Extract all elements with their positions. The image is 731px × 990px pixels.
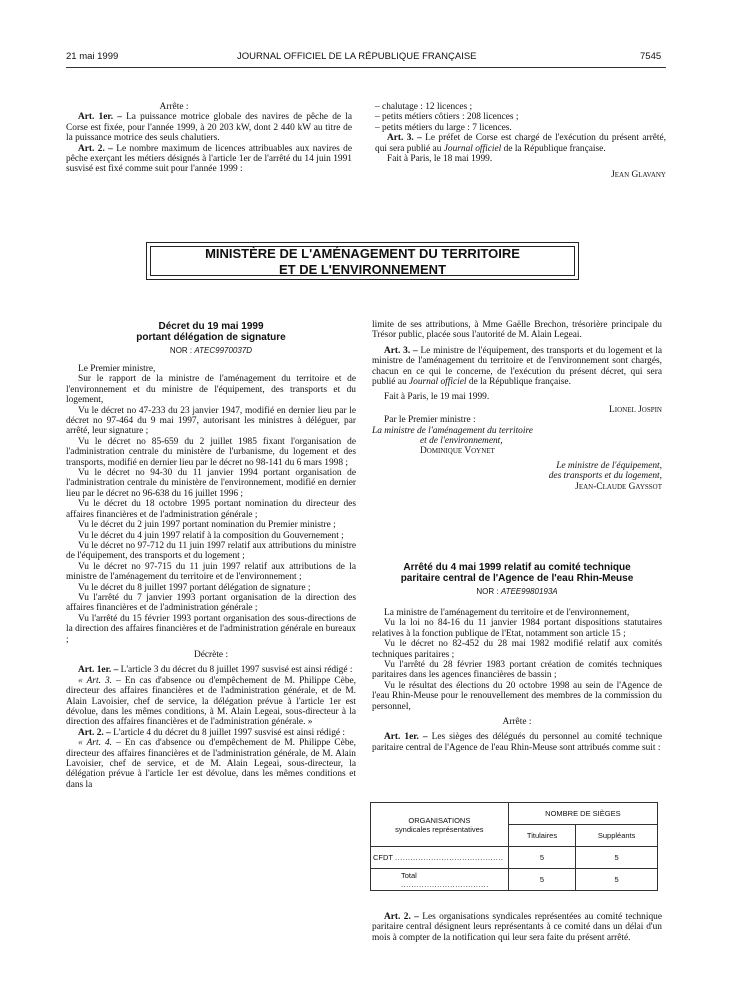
decret-column <box>66 321 356 790</box>
minister-1-title-2: et de l'environnement, <box>420 436 503 447</box>
arrete-art2: Art. 2. – Les organisations syndicales représentées au comité technique paritaire central désignent leurs représentants à ce comité dans un délai d'un mois à compter de la notification qui leur sera faite du présent arrêté. <box>372 912 662 943</box>
ministry-line-2: ET DE L'ENVIRONNEMENT <box>278 262 447 277</box>
decret-art1-quote: « Art. 3. – En cas d'absence ou d'empêchement de M. Philippe Cèbe, directeur des affaires financières et de l'administration générale, et de M. Alain Lavoisier, chef de service, la délégation prévue à l'article 1er est dévolue, dans les mêmes conditions, à M. Alain Legeai, sous-directeur à la direction des affaires financières et de l'administration générale. » <box>66 675 357 728</box>
table-row <box>371 847 658 869</box>
decret-para: Sur le rapport de la ministre de l'aménagement du territoire et de l'environnement et du ministre de l'équipement, des transports et du logement, <box>66 374 356 406</box>
arrete-title: Arrêté du 4 mai 1999 relatif au comité technique paritaire central de l'Agence de l'eau Rhin-Meuse <box>400 562 634 584</box>
top-fait: Fait à Paris, le 18 mai 1999. <box>387 154 493 165</box>
row-suppleants: 5 <box>576 847 658 869</box>
signature-gayssot: Jean-Claude Gayssot <box>575 481 662 492</box>
ministry-heading-box <box>146 242 579 280</box>
decret-para: Vu le décret du 8 juillet 1997 portant délégation de signature ; <box>78 582 311 593</box>
minister-2-title: Le ministre de l'équipement, <box>556 460 662 471</box>
top-art2: Art. 2. – Le nombre maximum de licences attribuables aux navires de pêche exerçant les métiers désignés à l'article 1er de l'arrêté du 14 juin 1991 susvisé est fixé comme suit pour l'année 1999 : <box>66 143 352 175</box>
decret-art2-quote: « Art. 4. – En cas d'absence ou d'empêchement de M. Philippe Cèbe, directeur des affaires financières et de l'administration générale, de M. Alain Lavoisier, chef de service, et de M. Alain Legeai, sous-directeur, la délégation prévue à l'article 1er est dévolue, dans les mêmes conditions et dans la <box>66 738 357 790</box>
decret-fait: Fait à Paris, le 19 mai 1999. <box>384 392 490 403</box>
col-titulaires: Titulaires <box>508 825 576 847</box>
header-journal: JOURNAL OFFICIEL DE LA RÉPUBLIQUE FRANÇAISE <box>237 51 477 62</box>
arrete-para: Vu l'arrêté du 28 février 1983 portant création de comités techniques paritaires dans les agences financières de bassin ; <box>372 660 662 681</box>
decret-title: Décret du 19 mai 1999 portant délégation de signature <box>136 321 286 343</box>
col-suppleants: Suppléants <box>576 825 658 847</box>
arrete-nor: NOR : ATEE9980193A <box>476 587 558 596</box>
top-left-column <box>66 102 352 175</box>
header-page-number: 7545 <box>640 51 662 62</box>
decret-para: Vu l'arrêté du 15 février 1993 portant organisation des sous-directions de la direction des affaires financières et de l'administration générale en bureaux ; <box>66 613 356 645</box>
top-art3: Art. 3. – Le préfet de Corse est chargé de l'exécution du présent arrêté, qui sera publié au Journal officiel de la République française. <box>375 133 666 154</box>
license-item: – chalutage : 12 licences ; <box>375 102 473 112</box>
row-titulaires: 5 <box>508 869 576 891</box>
license-item: – petits métiers du large : 7 licences. <box>375 122 512 133</box>
decret-para: Vu le décret no 94-30 du 11 janvier 1994 portant organisation de l'administration centrale du ministère de l'environnement, modifié en dernier lieu par le décret no 96-638 du 16 juillet 1996 ; <box>66 468 356 499</box>
decret-para: Vu le décret du 4 juin 1997 relatif à la composition du Gouvernement ; <box>78 530 344 541</box>
arrete-para: Vu le décret no 82-452 du 28 mai 1982 modifié relatif aux comités techniques paritaires ; <box>372 639 662 660</box>
decret-art3: Art. 3. – Le ministre de l'équipement, des transports et du logement et la ministre de l'aménagement du territoire et de l'environnement sont chargés, chacun en ce qui le concerne, de l'exécution du présent décret, qui sera publié au Journal officiel de la République française. <box>372 345 662 388</box>
header-rule <box>66 67 666 68</box>
decret-para: Vu le décret no 47-233 du 23 janvier 1947, modifié en dernier lieu par le décret no 97-464 du 9 mai 1997, autorisant les ministres à déléguer, par arrêté, leur signature ; <box>66 405 356 437</box>
arrete-heading: Arrête : <box>159 102 189 112</box>
minister-2-title-2: des transports et du logement, <box>548 471 662 482</box>
arrete-art2-block <box>372 912 662 943</box>
signature-glavany: Jean Glavany <box>611 170 666 181</box>
arrete-body <box>372 608 662 753</box>
seats-table <box>370 802 658 891</box>
col-organisations: ORGANISATIONS syndicales représentatives <box>371 803 509 847</box>
arrete-para: La ministre de l'aménagement du territoire et de l'environnement, <box>384 608 630 618</box>
leader-dots: .................................. <box>401 879 489 889</box>
decret-art2: Art. 2. – L'article 4 du décret du 8 juillet 1997 susvisé est ainsi rédigé : <box>78 727 345 738</box>
arrete-rhin-meuse <box>372 562 662 753</box>
decret-para: Vu le décret no 97-715 du 11 juin 1997 relatif aux attributions de la ministre de l'aménagement du territoire et de l'environnement ; <box>66 561 356 583</box>
arrete-heading-2: Arrête : <box>502 717 532 728</box>
header-date: 21 mai 1999 <box>66 51 119 62</box>
row-org: Total .................................. <box>371 869 509 891</box>
row-titulaires: 5 <box>508 847 576 869</box>
row-suppleants: 5 <box>576 869 658 891</box>
decrete-heading: Décrète : <box>193 649 229 660</box>
decret-para: Vu le décret no 97-712 du 11 juin 1997 relatif aux attributions du ministre de l'équipement, des transports et du logement ; <box>66 540 356 562</box>
decret-para: Vu l'arrêté du 7 janvier 1993 portant organisation de la direction des affaires financières et de l'administration générale ; <box>66 592 356 614</box>
par-premier-ministre: Par le Premier ministre : <box>384 415 476 426</box>
decret-body <box>66 364 356 790</box>
leader-dots: .......................................... <box>394 853 504 862</box>
table-row <box>371 869 658 891</box>
arrete-para: Vu le résultat des élections du 20 octobre 1998 au sein de l'Agence de l'eau Rhin-Meuse pour le renouvellement des membres de la commission du personnel, <box>372 680 662 712</box>
signature-jospin: Lionel Jospin <box>609 404 662 415</box>
license-item: – petits métiers côtiers : 208 licences ; <box>375 112 519 123</box>
signature-voynet: Dominique Voynet <box>420 446 495 457</box>
decret-art1: Art. 1er. – L'article 3 du décret du 8 juillet 1997 susvisé est ainsi rédigé : <box>78 665 353 676</box>
decret-para: Vu le décret du 2 juin 1997 portant nomination du Premier ministre ; <box>78 520 336 531</box>
row-org: CFDT .......................................... <box>371 847 509 869</box>
col-nombre-sieges: NOMBRE DE SIÈGES <box>508 803 657 825</box>
decret-para: Le Premier ministre, <box>78 364 156 374</box>
decret-nor: NOR : ATEC9970037D <box>169 346 253 355</box>
arrete-para: Vu la loi no 84-16 du 11 janvier 1984 portant dispositions statutaires relatives à la fonction publique de l'Etat, notamment son article 15 ; <box>372 618 662 639</box>
arrete-art1: Art. 1er. – Les sièges des délégués du personnel au comité technique paritaire central de l'Agence de l'eau Rhin-Meuse sont attribués comme suit : <box>372 732 663 753</box>
top-right-column <box>375 102 666 181</box>
top-art1: Art. 1er. – La puissance motrice globale des navires de pêche de la Corse est fixée, pour l'année 1999, à 20 203 kW, dont 2 440 kW au titre de la puissance motrice des seuls chalutiers. <box>66 112 353 144</box>
decret-para: Vu le décret no 85-659 du 2 juillet 1985 fixant l'organisation de l'administration centrale du ministère de l'urbanisme, du logement et des transports, modifié en dernier lieu par le décret no 98-141 du 6 mars 1998 ; <box>66 436 356 468</box>
minister-1-title: La ministre de l'aménagement du territoire <box>372 425 533 436</box>
ministry-line-1: MINISTÈRE DE L'AMÉNAGEMENT DU TERRITOIRE <box>205 246 520 261</box>
table-header-row <box>371 803 658 825</box>
decret-cont-para: limite de ses attributions, à Mme Gaëlle Brechon, trésorière principale du Trésor public, placée sous l'autorité de M. Alain Legeai. <box>372 320 662 341</box>
decret-para: Vu le décret du 18 octobre 1995 portant nomination du directeur des affaires financières et de l'administration générale ; <box>66 499 356 520</box>
decret-continuation <box>372 320 662 492</box>
